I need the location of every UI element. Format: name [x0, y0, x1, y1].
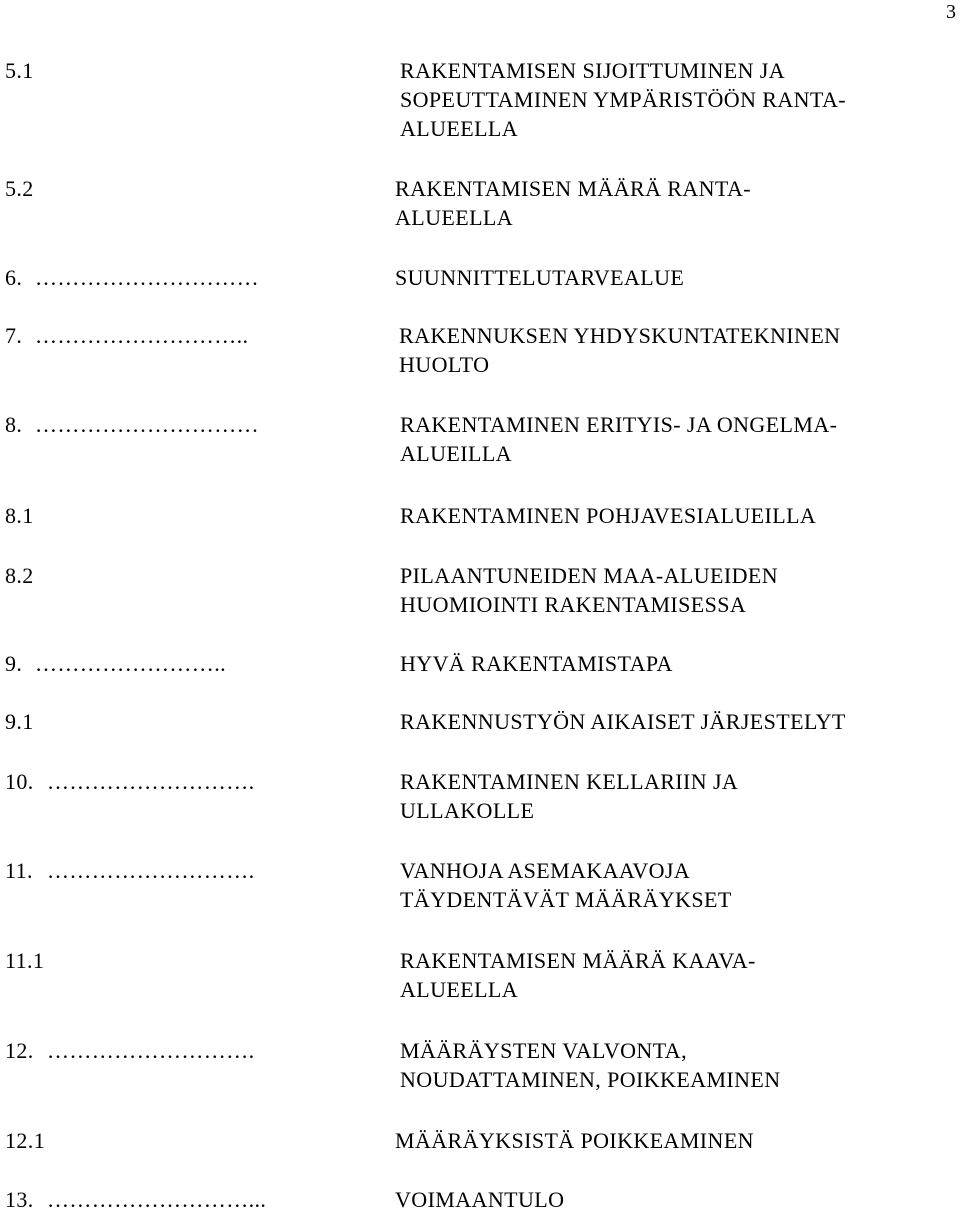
toc-title: HYVÄ RAKENTAMISTAPA [400, 651, 673, 676]
toc-title: VOIMAANTULO [395, 1187, 565, 1212]
toc-title: SUUNNITTELUTARVEALUE [395, 265, 685, 290]
toc-leader-dots: ………………………… [35, 265, 259, 290]
toc-number: 7. [5, 323, 23, 348]
toc-number: 8.1 [5, 503, 34, 528]
toc-number: 9. [5, 651, 23, 676]
toc-title: RAKENNUSTYÖN AIKAISET JÄRJESTELYT [400, 709, 846, 734]
toc-number: 11.1 [5, 948, 45, 973]
toc-title: MÄÄRÄYKSISTÄ POIKKEAMINEN [395, 1128, 754, 1153]
toc-leader-dots: ………………………. [47, 858, 255, 883]
toc-title: VANHOJA ASEMAKAAVOJA TÄYDENTÄVÄT MÄÄRÄYKSET [400, 858, 732, 912]
toc-title: RAKENTAMISEN SIJOITTUMINEN JA SOPEUTTAMINEN YMPÄRISTÖÖN RANTA- ALUEELLA [400, 58, 847, 141]
toc-number: 10. [5, 769, 34, 794]
toc-number: 12. [5, 1038, 34, 1063]
toc-leader-dots: …………………….. [35, 651, 226, 676]
page-number: 3 [946, 1, 956, 23]
toc-title: RAKENTAMINEN ERITYIS- JA ONGELMA- ALUEILLA [400, 412, 838, 466]
toc-leader-dots: ………………………. [47, 1038, 255, 1063]
toc-title: RAKENTAMINEN KELLARIIN JA ULLAKOLLE [400, 769, 739, 823]
toc-number: 12.1 [5, 1128, 46, 1153]
toc-number: 8.2 [5, 563, 34, 588]
toc-number: 6. [5, 265, 23, 290]
toc-leader-dots: ………………………. [47, 769, 255, 794]
toc-title: RAKENNUKSEN YHDYSKUNTATEKNINEN HUOLTO [399, 323, 841, 377]
toc-leader-dots: ………………………… [35, 412, 259, 437]
toc-title: PILAANTUNEIDEN MAA-ALUEIDEN HUOMIOINTI RAKENTAMISESSA [400, 563, 779, 617]
toc-title: RAKENTAMISEN MÄÄRÄ KAAVA- ALUEELLA [400, 948, 756, 1002]
toc-number: 8. [5, 412, 23, 437]
toc-leader-dots: ………………………... [47, 1187, 267, 1212]
toc-title: MÄÄRÄYSTEN VALVONTA, NOUDATTAMINEN, POIKKEAMINEN [400, 1038, 781, 1092]
toc-number: 13. [5, 1187, 34, 1212]
toc-number: 9.1 [5, 709, 34, 734]
toc-number: 5.1 [5, 58, 34, 83]
toc-title: RAKENTAMISEN MÄÄRÄ RANTA- ALUEELLA [395, 176, 752, 230]
toc-number: 5.2 [5, 176, 34, 201]
toc-leader-dots: ……………………….. [35, 323, 249, 348]
toc-number: 11. [5, 858, 33, 883]
toc-title: RAKENTAMINEN POHJAVESIALUEILLA [400, 503, 817, 528]
